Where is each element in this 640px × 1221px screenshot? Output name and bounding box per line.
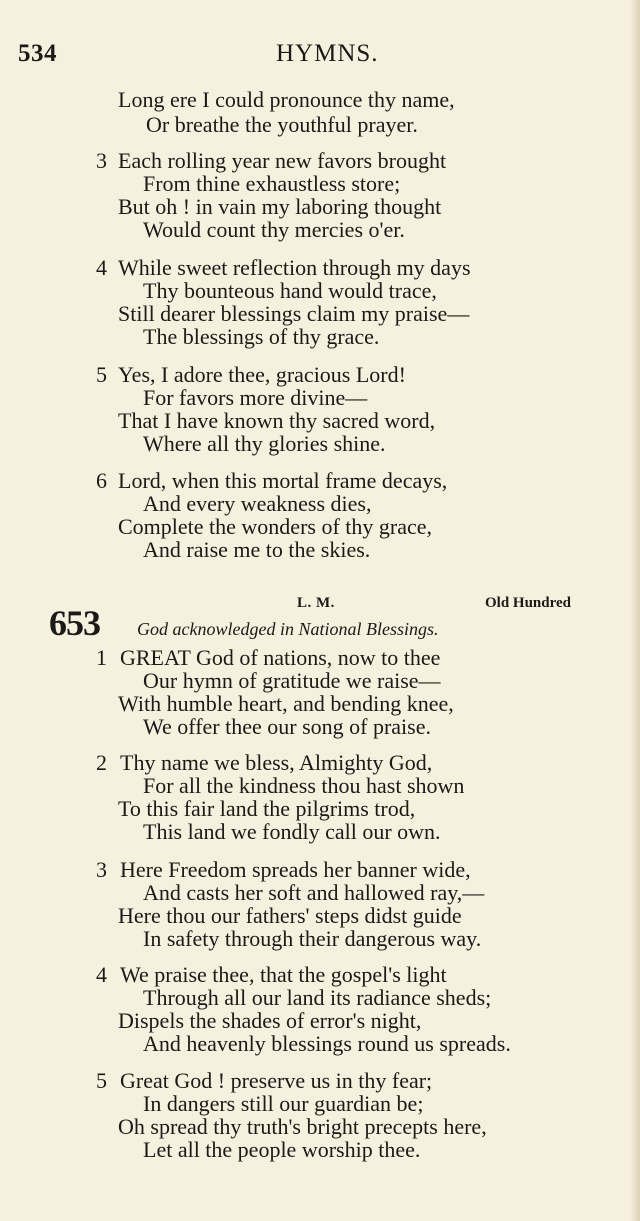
verse-line: With humble heart, and bending knee,: [118, 691, 454, 716]
verse-line: That I have known thy sacred word,: [118, 408, 436, 433]
verse-line: The blessings of thy grace.: [143, 324, 380, 349]
hymn-subtitle: God acknowledged in National Blessings.: [137, 619, 439, 639]
verse-line: Yes, I adore thee, gracious Lord!: [118, 362, 406, 387]
running-title: HYMNS.: [276, 40, 379, 67]
verse-line: And heavenly blessings round us spreads.: [143, 1031, 511, 1056]
stanza-number: 2: [96, 750, 107, 775]
verse-line: And casts her soft and hallowed ray,—: [143, 880, 485, 905]
verse-line: Thy bounteous hand would trace,: [143, 278, 437, 303]
verse-line: Lord, when this mortal frame decays,: [118, 468, 448, 493]
verse-line: Each rolling year new favors brought: [118, 148, 447, 173]
verse-line: From thine exhaustless store;: [143, 171, 401, 196]
hymn-tune: Old Hundred: [485, 595, 572, 611]
verse-line: Dispels the shades of error's night,: [118, 1008, 422, 1033]
stanza-number: 4: [96, 255, 107, 280]
verse-line: For all the kindness thou hast shown: [143, 773, 465, 798]
verse-line: Complete the wonders of thy grace,: [118, 514, 433, 539]
verse-line: While sweet reflection through my days: [118, 255, 471, 280]
stanza-number: 4: [96, 962, 107, 987]
page-edge-shadow: [630, 0, 640, 1221]
page-header: [18, 40, 578, 72]
verse-line: We offer thee our song of praise.: [143, 714, 431, 739]
hymn-number: 653: [49, 603, 100, 643]
stanza-number: 5: [96, 362, 107, 387]
verse-line: Here Freedom spreads her banner wide,: [120, 857, 471, 882]
verse-line: We praise thee, that the gospel's light: [120, 962, 447, 987]
stanza-number: 5: [96, 1068, 107, 1093]
verse-line: This land we fondly call our own.: [143, 819, 441, 844]
verse-line: Where all thy glories shine.: [143, 431, 386, 456]
hymn-meter: L. M.: [297, 595, 335, 611]
stanza-number: 3: [96, 148, 107, 173]
verse-line: Our hymn of gratitude we raise—: [143, 668, 441, 693]
verse-line: Here thou our fathers' steps didst guide: [118, 903, 462, 928]
page-number: 534: [18, 40, 57, 67]
verse-line: And every weakness dies,: [143, 491, 372, 516]
verse-line: And raise me to the skies.: [143, 537, 371, 562]
stanza-number: 3: [96, 857, 107, 882]
verse-line: For favors more divine—: [143, 385, 368, 410]
verse-line: Still dearer blessings claim my praise—: [118, 301, 470, 326]
verse-line: Long ere I could pronounce thy name,: [118, 87, 455, 112]
verse-line: Through all our land its radiance sheds;: [143, 985, 492, 1010]
verse-line: Would count thy mercies o'er.: [143, 217, 405, 242]
verse-line: Oh spread thy truth's bright precepts here,: [118, 1114, 487, 1139]
verse-line: GREAT God of nations, now to thee: [120, 645, 441, 670]
verse-line: In safety through their dangerous way.: [143, 926, 482, 951]
verse-line: To this fair land the pilgrims trod,: [118, 796, 416, 821]
verse-line: But oh ! in vain my laboring thought: [118, 194, 442, 219]
verse-line: Let all the people worship thee.: [143, 1137, 421, 1162]
verse-line: In dangers still our guardian be;: [143, 1091, 424, 1116]
stanza-number: 1: [96, 645, 107, 670]
verse-line: Thy name we bless, Almighty God,: [120, 750, 433, 775]
verse-line: Great God ! preserve us in thy fear;: [120, 1068, 433, 1093]
verse-line: Or breathe the youthful prayer.: [146, 112, 418, 137]
stanza-number: 6: [96, 468, 107, 493]
